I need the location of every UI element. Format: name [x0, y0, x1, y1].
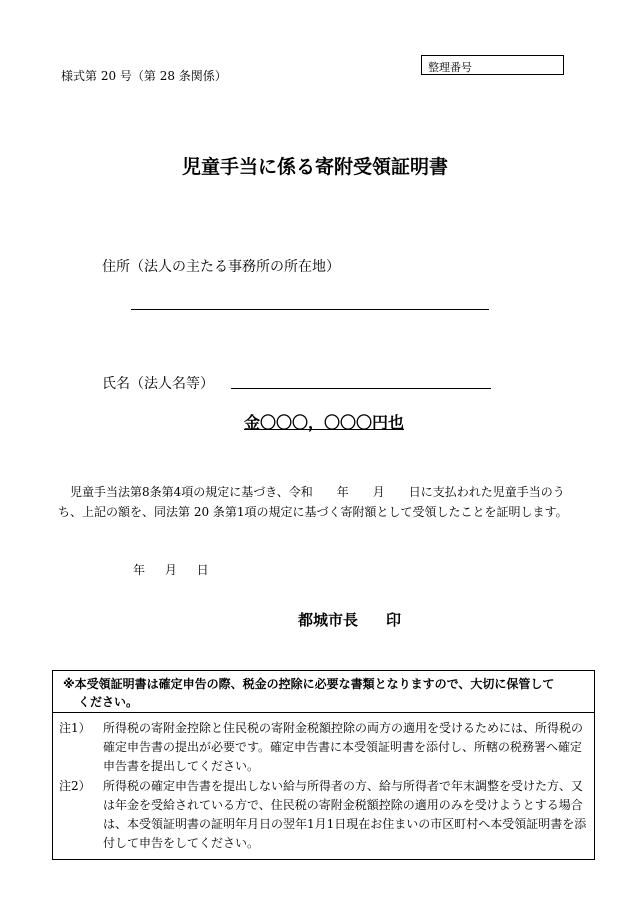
notice-heading [53, 671, 594, 713]
issuer [298, 609, 401, 630]
form-number: 様式第 20 号（第 28 条関係） [61, 69, 227, 83]
address-label: 住所（法人の主たる事務所の所在地） [102, 259, 340, 275]
issuer-title: 都城市長 [298, 611, 359, 629]
certification-text: 児童手当法第8条第4項の規定に基づき、令和 年 月 日に支払われた児童手当のうち、上記の額を、同法第 20 条第1項の規定に基づく寄附額として受領したことを証明します。 [58, 485, 568, 519]
note-label: 注2） [59, 779, 91, 793]
note-text: 所得税の寄附金控除と住民税の寄附金税額控除の両方の適用を受けるためには、所得税の確定申告書の提出が必要です。確定申告書に本受領証明書を添付し、所轄の税務署へ確定申告書を提出してください。 [103, 721, 584, 773]
note-text: 所得税の確定申告書を提出しない給与所得者の方、給与所得者で年末調整を受けた方、又は年金を受給されている方で、住民税の寄附金税額控除の適用のみを受けようとする場合は、本受領証明書の証明年月日の翌年1月1日現在お住まいの市区町村へ本受領証明書を添付して申告をしてください。 [103, 779, 587, 850]
seal-mark: 印 [386, 611, 402, 629]
date-line: 年 月 日 [133, 563, 209, 577]
note-label: 注1） [59, 721, 91, 735]
reference-number-label: 整理番号 [428, 61, 472, 74]
notice-heading-line1: ※本受領証明書は確定申告の際、税金の控除に必要な書類となりますので、大切に保管して [63, 677, 555, 691]
address-line [131, 309, 489, 310]
amount-text: 金〇〇〇，〇〇〇円也 [244, 413, 405, 432]
notice-box [52, 670, 595, 860]
name-label: 氏名（法人名等） [102, 376, 214, 392]
document-title: 児童手当に係る寄附受領証明書 [181, 156, 448, 178]
notice-heading-line2: ください。 [78, 695, 139, 709]
reference-number-box [421, 55, 564, 75]
name-line [231, 388, 491, 389]
